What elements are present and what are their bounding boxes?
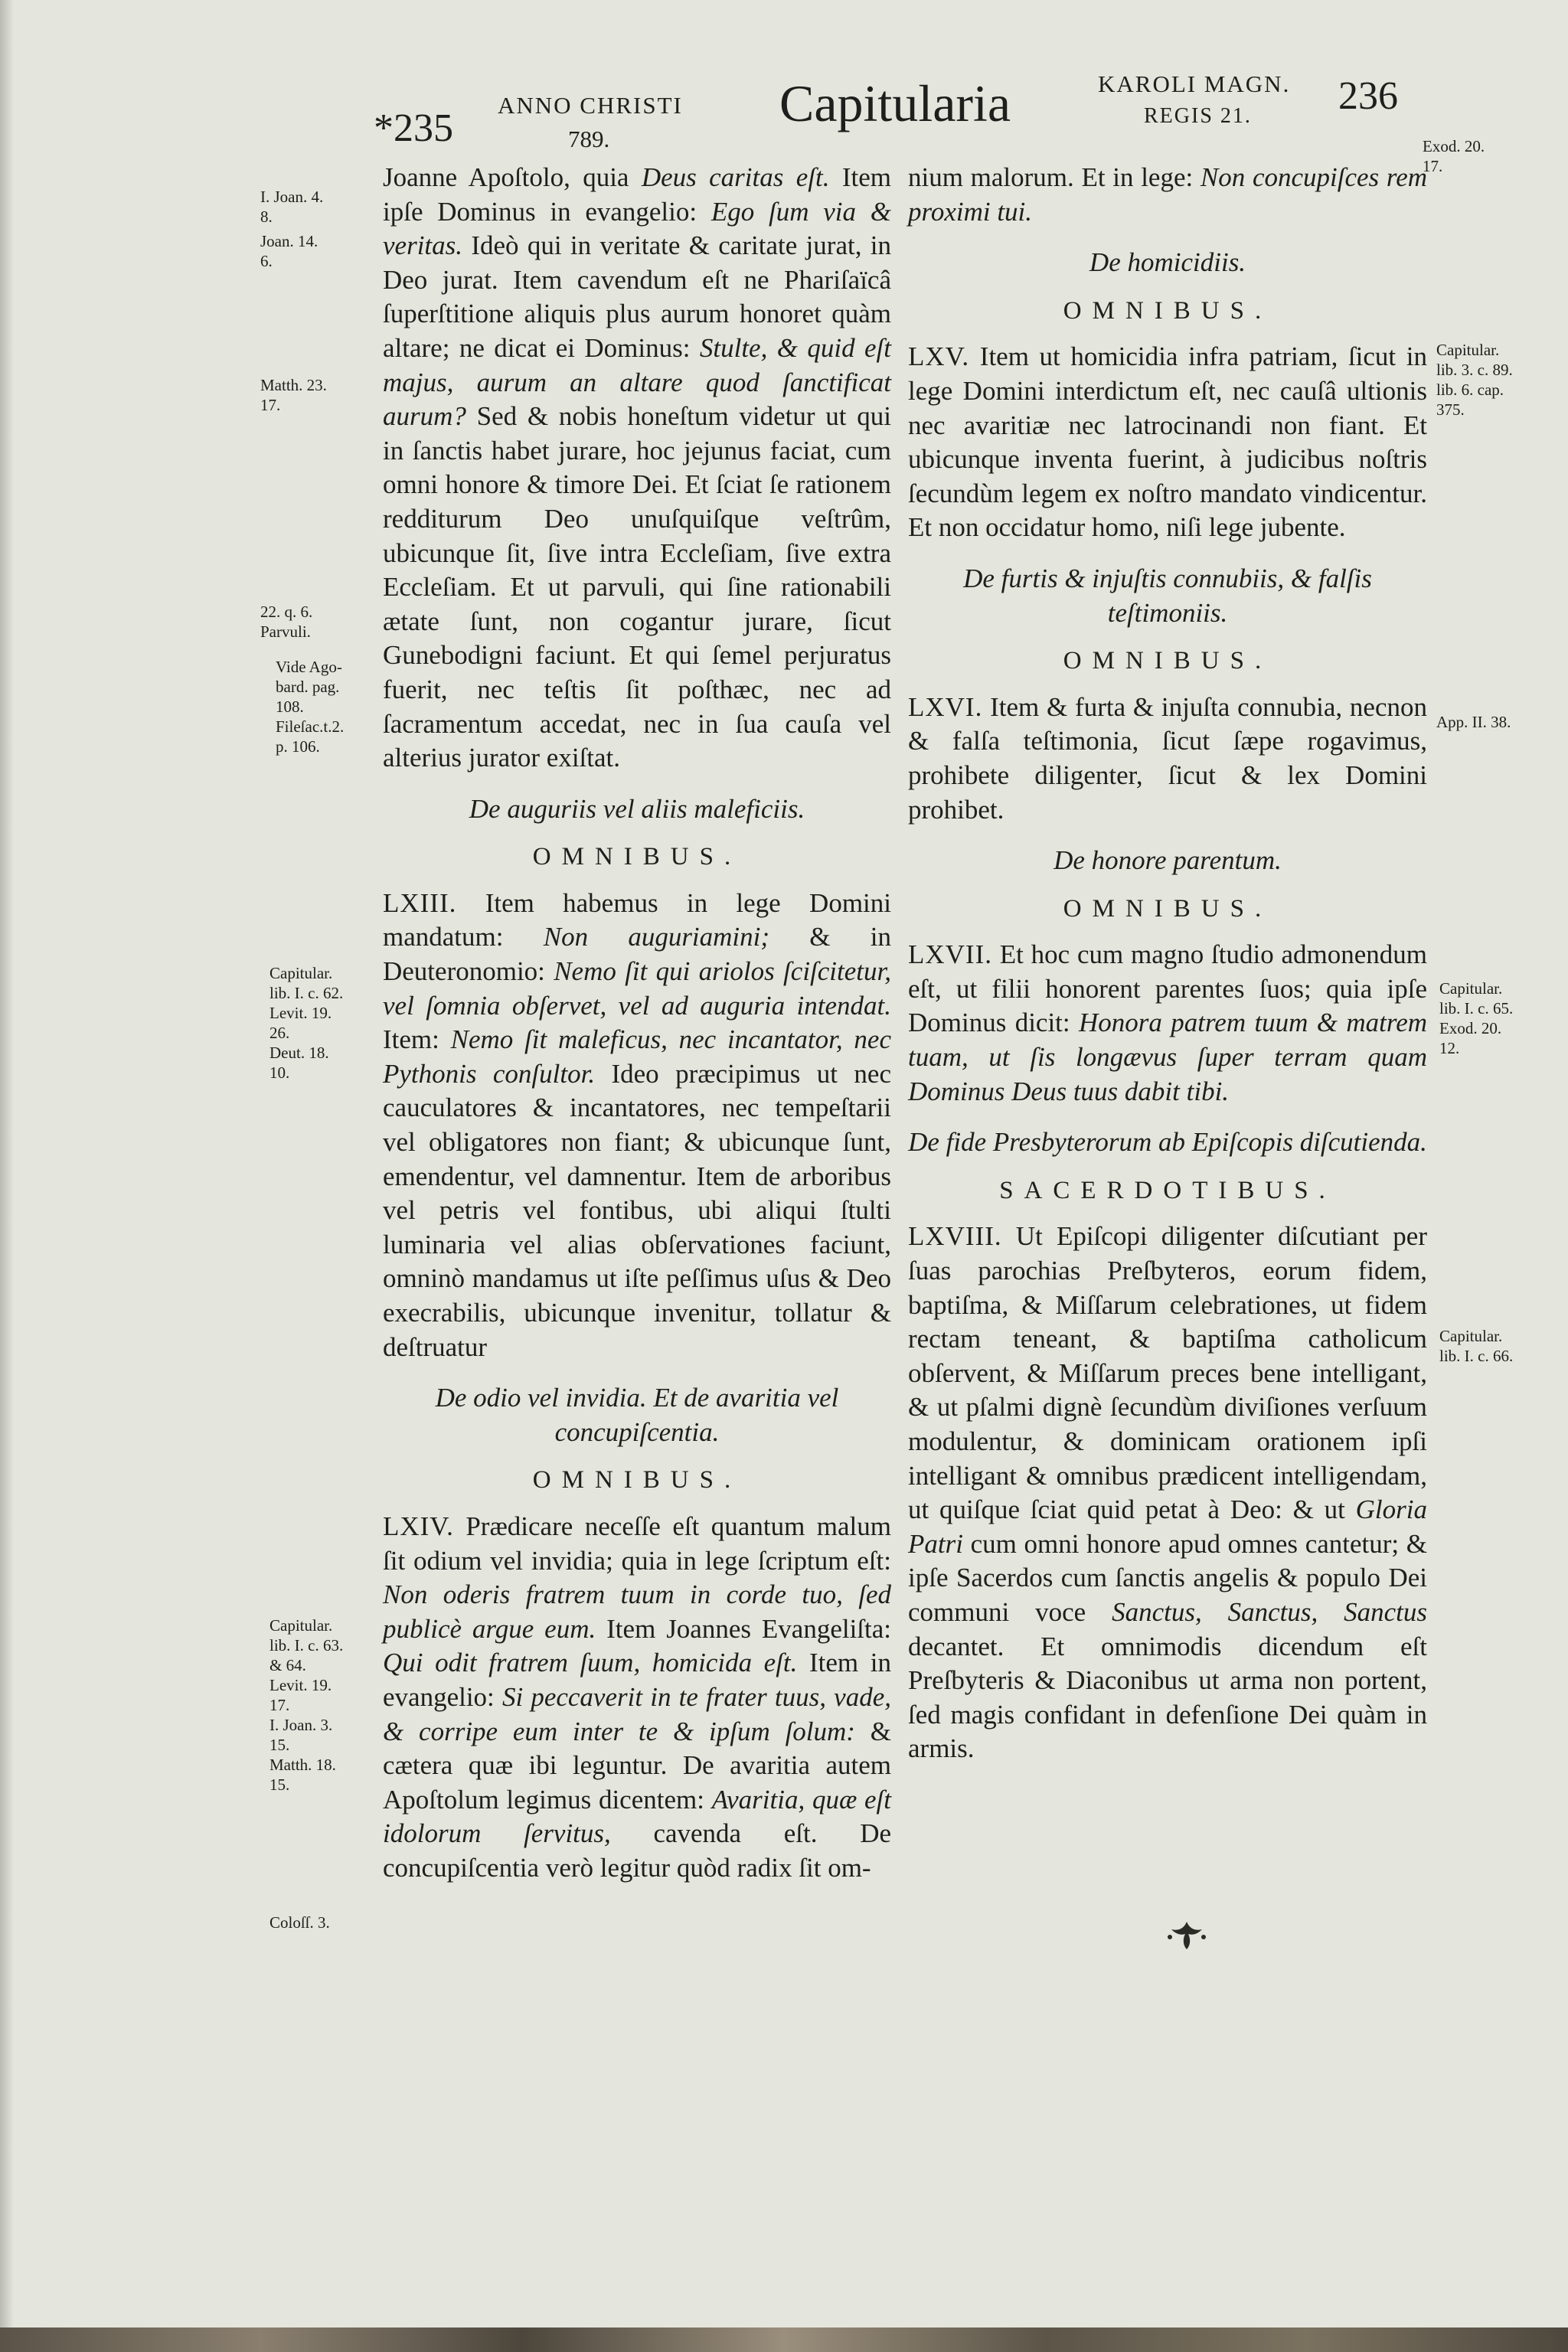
- chapter-number: LXIV.: [383, 1511, 454, 1541]
- margin-note-left: Joan. 14. 6.: [260, 232, 318, 270]
- section-heading: De homicidiis.: [1089, 247, 1246, 278]
- italic-text: Non oderis fratrem tuum in corde tuo, ſed publicè argue eum.: [383, 1579, 891, 1644]
- margin-note-right: Capitular. lib. I. c. 65. Exod. 20. 12.: [1439, 979, 1514, 1057]
- right-column: [908, 161, 1427, 1766]
- italic-text: Non auguriamini;: [543, 922, 770, 952]
- italic-text: Qui odit fratrem ſuum, homicida eſt.: [383, 1648, 798, 1678]
- text-run: Item in evangelio:: [383, 1648, 891, 1712]
- addressee-label: OMNIBUS.: [1063, 894, 1272, 923]
- margin-note-left: Matth. 23. 17.: [260, 376, 327, 414]
- text-run: Et hoc cum magno ſtudio admonendum eſt, ut filii honorent parentes ſuos; quia ipſe Dominus dicit:: [908, 939, 1427, 1038]
- section-heading: De furtis & injuſtis connubiis, & falſis teſtimoniis.: [963, 563, 1372, 628]
- paragraph: [383, 1510, 891, 1886]
- karoli-label: KAROLI MAGN.: [1098, 70, 1291, 97]
- paragraph: [383, 887, 891, 1364]
- italic-text: Nemo ſit qui ariolos ſciſcitetur, vel ſomnia obſervet, vel ad auguria intendat.: [383, 956, 891, 1021]
- margin-note-left: Capitular. lib. I. c. 62. Levit. 19. 26. Deut. 18. 10.: [270, 964, 344, 1082]
- paragraph: [383, 161, 891, 776]
- anno-christi-label: ANNO CHRISTI: [498, 92, 683, 119]
- margin-note-left: I. Joan. 4. 8.: [260, 188, 324, 226]
- section-heading: De honore parentum.: [1054, 845, 1282, 876]
- regis-label: REGIS 21.: [1144, 104, 1252, 128]
- text-run: Joanne Apoſtolo, quia: [383, 162, 642, 192]
- text-run: Ut Epiſcopi diligenter diſcutiant per ſuas parochias Preſbyteros, eorum fidem, baptiſma, & Miſſarum celebrationes, ut fidem rectam teneant, & baptiſma catholicum obſervent, & Miſſarum preces bene intelligant, & ut pſalmi dignè ſecundùm diviſiones verſuum modulentur, & dominicam orationem ipſi intelligant & omnibus prædicent intelligendam, ut quiſque ſciat quid petat à Deo: & ut: [908, 1221, 1427, 1525]
- chapter-number: LXV.: [908, 341, 970, 372]
- year-label: 789.: [568, 126, 610, 152]
- chapter-number: LXIII.: [383, 887, 457, 918]
- addressee-label: OMNIBUS.: [1063, 296, 1272, 325]
- text-run: Ideò qui in veritate & caritate jurat, in Deo jurat. Item cavendum eſt ne Phariſaïcâ ſuperſtitione aliquis plus aurum honoret quàm altare; ne dicat ei Dominus:: [383, 230, 891, 363]
- text-run: Item:: [383, 1024, 451, 1055]
- italic-text: Sanctus, Sanctus, Sanctus: [1112, 1596, 1428, 1627]
- running-title: Capitularia: [779, 74, 1011, 132]
- addressee-label: OMNIBUS.: [532, 843, 742, 871]
- spine-shadow: [0, 0, 14, 2328]
- left-column: [383, 161, 891, 1886]
- margin-note-left: Vide Ago- bard. pag. 108. Fileſac.t.2. p. 106.: [276, 658, 345, 756]
- text-run: cavenda eſt. De concupiſcentia verò legitur quòd radix ſit om-: [383, 1818, 891, 1883]
- italic-text: Avaritia, quæ eſt idolorum ſervitus,: [383, 1784, 891, 1849]
- italic-text: Gloria Patri: [908, 1494, 1427, 1559]
- margin-note-left: Coloſſ. 3.: [270, 1913, 330, 1932]
- italic-text: Stulte, & quid eſt majus, aurum an altare quod ſanctificat aurum?: [383, 332, 891, 432]
- italic-text: Si peccaverit in te frater tuus, vade, & corripe eum inter te & ipſum ſolum:: [383, 1681, 891, 1746]
- italic-text: Ego ſum via & veritas.: [383, 196, 891, 261]
- text-run: Item ut homicidia infra patriam, ſicut in lege Domini interdictum eſt, nec cauſâ ultionis nec avaritiæ nec latrocinandi non fiant. Et ubicunque inventa fuerint, à judicibus noſtris ſecundùm legem ex noſtro mandato vindicentur. Et non occidatur homo, niſi lege jubente.: [908, 341, 1427, 543]
- text-run: nium malorum. Et in lege:: [908, 162, 1200, 192]
- chapter-number: LXVIII.: [908, 1221, 1002, 1252]
- margin-note-left: 22. q. 6. Parvuli.: [260, 603, 313, 641]
- italic-text: Deus caritas eſt.: [641, 162, 830, 192]
- text-run: decantet. Et omnimodis dicendum eſt Preſbyteris & Diaconibus ut arma non portent, ſed magis confidant in defenſione Dei quàm in armis.: [908, 1631, 1427, 1764]
- italic-text: Nemo ſit maleficus, nec incantator, nec Pythonis conſultor.: [383, 1024, 891, 1089]
- section-heading: De odio vel invidia. Et de avaritia vel concupiſcentia.: [435, 1383, 839, 1447]
- text-run: Item & furta & injuſta connubia, necnon & falſa teſtimonia, ſicut ſæpe rogavimus, prohibete diligenter, ſicut & lex Domini prohibet.: [908, 691, 1427, 825]
- addressee-label: SACERDOTIBUS.: [999, 1176, 1336, 1204]
- chapter-number: LXVI.: [908, 691, 983, 722]
- text-run: & in Deuteronomio:: [383, 922, 891, 987]
- text-run: Item ipſe Dominus in evangelio:: [383, 162, 891, 227]
- folio-number-right: 236: [1338, 74, 1398, 118]
- background-fabric: [0, 2328, 1568, 2352]
- text-run: Prædicare neceſſe eſt quantum malum ſit odium vel invidia; quia in lege ſcriptum eſt:: [383, 1511, 891, 1576]
- paragraph: [908, 1220, 1427, 1766]
- paragraph: [908, 161, 1427, 229]
- text-run: Ideo præcipimus ut nec cauculatores & incantatores, nec tempeſtarii vel obligatores non fiant; & ubicunque ſunt, emendentur, vel damnentur. Item de arboribus vel petris vel fontibus, ubi aliqui ſtulti luminaria vel alias obſervationes faciunt, omninò mandamus ut iſte peſſimus uſus & Deo execrabilis, ubicunque invenitur, tollatur & deſtruatur: [383, 1058, 892, 1362]
- fleuron-ornament-icon: [1164, 1919, 1210, 1952]
- addressee-label: OMNIBUS.: [532, 1466, 742, 1494]
- margin-note-right: Capitular. lib. 3. c. 89. lib. 6. cap. 375.: [1436, 341, 1513, 419]
- paragraph: [908, 938, 1427, 1109]
- section-heading: De fide Presbyterorum ab Epiſcopis diſcutienda.: [908, 1127, 1427, 1158]
- margin-note-right: App. II. 38.: [1436, 713, 1511, 731]
- margin-note-left: Capitular. lib. I. c. 63. & 64. Levit. 19. 17. I. Joan. 3. 15. Matth. 18. 15.: [270, 1616, 344, 1794]
- italic-text: Non concupiſces rem proximi tui.: [908, 162, 1428, 227]
- text-run: Item habemus in lege Domini mandatum:: [383, 887, 891, 952]
- italic-text: Honora patrem tuum & matrem tuam, ut ſis longævus ſuper terram quam Dominus Deus tuus dabit tibi.: [908, 1008, 1427, 1106]
- chapter-number: LXVII.: [908, 939, 992, 970]
- addressee-label: OMNIBUS.: [1063, 647, 1272, 675]
- margin-note-right: Capitular. lib. I. c. 66.: [1439, 1327, 1514, 1365]
- section-heading: De auguriis vel aliis maleficiis.: [469, 793, 805, 824]
- paragraph: [908, 340, 1427, 545]
- text-run: cum omni honore apud omnes cantetur; & ipſe Sacerdos cum ſanctis angelis & populo Dei communi voce: [908, 1528, 1427, 1627]
- text-run: Sed & nobis honeſtum videtur ut qui in ſanctis habet jurare, hoc jejunus faciat, cum omni honore & timore Dei. Et ſciat ſe rationem redditurum Deo unuſquiſque veſtrûm, ubicunque ſit, ſive intra Eccleſiam, ſive extra Eccleſiam. Et ut parvuli, qui ſine rationabili ætate ſunt, non cogantur jurare, ſicut Gunebodigni faciunt. Et qui ſemel perjuratus fuerit, nec teſtis ſit poſthæc, nec ad ſacramentum accedat, nec in ſua cauſa vel alterius jurator exiſtat.: [383, 401, 891, 773]
- paragraph: [908, 691, 1427, 827]
- text-run: Item Joannes Evangeliſta:: [596, 1613, 892, 1644]
- text-run: & cætera quæ ibi leguntur. De avaritia autem Apoſtolum legimus dicentem:: [383, 1716, 891, 1815]
- folio-number-left: *235: [374, 106, 453, 150]
- margin-note-right: Exod. 20. 17.: [1423, 137, 1485, 175]
